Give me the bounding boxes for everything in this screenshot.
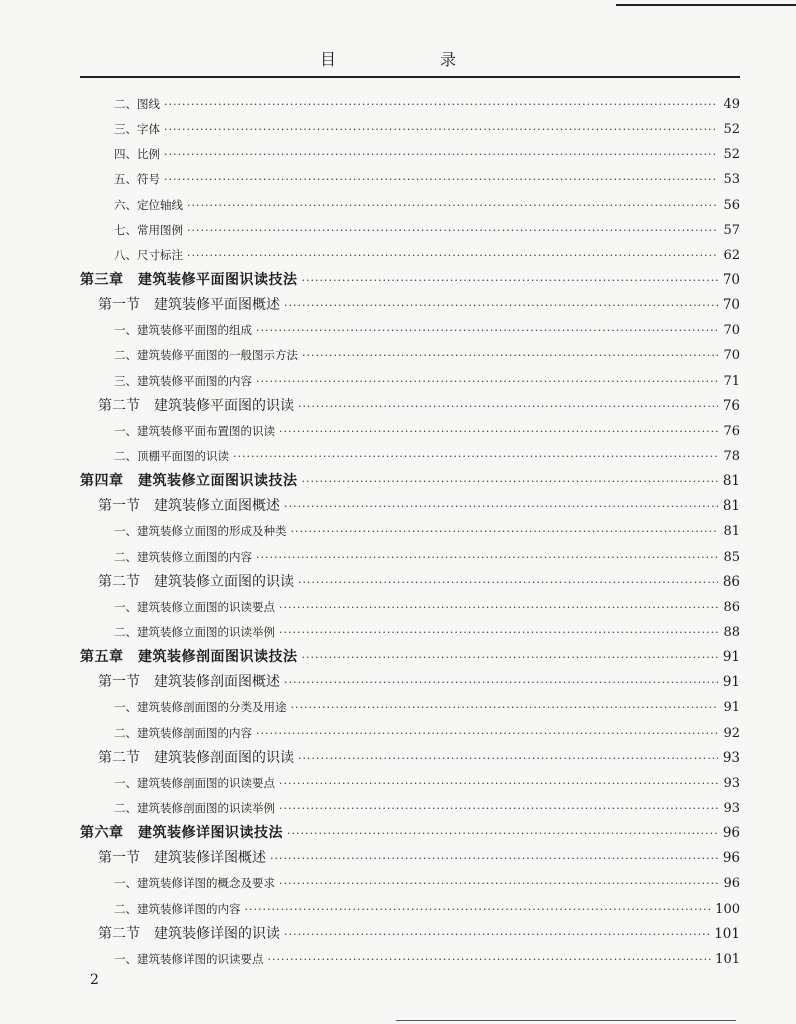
toc-entry-title: 四、比例 <box>114 147 160 162</box>
toc-entry-page: 101 <box>715 951 740 967</box>
toc-section-entry <box>80 394 740 419</box>
toc-entry-title: 二、建筑装修剖面图的识读举例 <box>114 800 275 815</box>
toc-entry-page: 53 <box>723 172 740 188</box>
toc-entry-title: 第二节 建筑装修平面图的识读 <box>98 397 294 414</box>
toc-section-entry <box>80 494 740 519</box>
toc-subsection-entry <box>80 142 740 167</box>
toc-entry-page: 86 <box>722 573 740 590</box>
toc-entry-title: 第六章 建筑装修详图识读技法 <box>80 825 283 842</box>
top-edge-rule <box>616 4 796 6</box>
toc-entry-page: 100 <box>715 901 740 917</box>
toc-entry-title: 第一节 建筑装修平面图概述 <box>98 297 280 314</box>
toc-dot-leader <box>164 92 718 117</box>
toc-entry-page: 57 <box>723 222 740 238</box>
toc-dot-leader <box>164 117 718 142</box>
toc-entry-title: 一、建筑装修平面布置图的识读 <box>114 423 275 438</box>
toc-chapter-entry <box>80 469 740 494</box>
toc-subsection-entry <box>80 343 740 368</box>
toc-subsection-entry <box>80 369 740 394</box>
toc-dot-leader <box>291 519 719 544</box>
toc-entry-page: 96 <box>723 876 740 892</box>
toc-chapter-entry <box>80 645 740 670</box>
toc-entry-page: 91 <box>722 649 740 666</box>
toc-dot-leader <box>287 821 718 846</box>
page-number: 2 <box>90 972 99 988</box>
toc-dot-leader <box>302 469 719 494</box>
toc-subsection-entry <box>80 695 740 720</box>
toc-subsection-entry <box>80 92 740 117</box>
toc-entry-title: 一、建筑装修平面图的组成 <box>114 323 252 338</box>
toc-entry-title: 六、定位轴线 <box>114 197 183 212</box>
toc-entry-title: 二、建筑装修平面图的一般图示方法 <box>114 348 298 363</box>
toc-entry-title: 一、建筑装修详图的概念及要求 <box>114 876 275 891</box>
toc-entry-page: 56 <box>723 197 740 213</box>
toc-entry-page: 78 <box>723 448 740 464</box>
toc-entry-title: 二、建筑装修立面图的识读举例 <box>114 624 275 639</box>
toc-entry-page: 85 <box>723 549 740 565</box>
toc-entry-title: 二、建筑装修立面图的内容 <box>114 549 252 564</box>
toc-entry-title: 第二节 建筑装修详图的识读 <box>98 925 280 942</box>
toc-entry-page: 81 <box>722 473 740 490</box>
toc-dot-leader <box>164 142 718 167</box>
toc-entry-title: 第五章 建筑装修剖面图识读技法 <box>80 649 298 666</box>
bottom-edge-rule <box>396 1020 736 1021</box>
toc-section-entry <box>80 670 740 695</box>
toc-subsection-entry <box>80 721 740 746</box>
toc-entry-page: 81 <box>722 498 740 515</box>
toc-dot-leader <box>302 645 719 670</box>
toc-dot-leader <box>187 193 718 218</box>
toc-entry-page: 93 <box>723 800 740 816</box>
toc-entry-page: 96 <box>722 850 740 867</box>
toc-entry-title: 八、尺寸标注 <box>114 247 183 262</box>
toc-entry-page: 71 <box>723 373 740 389</box>
toc-entry-page: 91 <box>723 700 740 716</box>
toc-entry-page: 93 <box>722 749 740 766</box>
toc-dot-leader <box>284 293 718 318</box>
toc-subsection-entry <box>80 595 740 620</box>
toc-section-entry <box>80 922 740 947</box>
toc-entry-page: 96 <box>722 825 740 842</box>
toc-entry-page: 76 <box>723 423 740 439</box>
toc-entry-title: 三、建筑装修平面图的内容 <box>114 373 252 388</box>
toc-entry-page: 88 <box>723 624 740 640</box>
header-rule <box>80 76 740 78</box>
toc-chapter-entry <box>80 268 740 293</box>
toc-entry-title: 一、建筑装修剖面图的分类及用途 <box>114 700 287 715</box>
toc-dot-leader <box>268 947 712 972</box>
toc-entry-title: 第四章 建筑装修立面图识读技法 <box>80 473 298 490</box>
toc-subsection-entry <box>80 318 740 343</box>
toc-chapter-entry <box>80 821 740 846</box>
toc-entry-page: 92 <box>723 725 740 741</box>
toc-section-entry <box>80 746 740 771</box>
toc-dot-leader <box>270 846 718 871</box>
toc-subsection-entry <box>80 897 740 922</box>
toc-entry-title: 第三章 建筑装修平面图识读技法 <box>80 271 298 288</box>
toc-dot-leader <box>256 545 718 570</box>
toc-subsection-entry <box>80 871 740 896</box>
toc-dot-leader <box>298 394 718 419</box>
toc-dot-leader <box>298 570 718 595</box>
toc-dot-leader <box>187 243 718 268</box>
page-header-title: 目 录 <box>319 50 500 69</box>
toc-entry-title: 一、建筑装修剖面图的识读要点 <box>114 775 275 790</box>
toc-dot-leader <box>298 746 718 771</box>
toc-entry-title: 七、常用图例 <box>114 222 183 237</box>
toc-dot-leader <box>284 494 718 519</box>
toc-entry-page: 93 <box>723 775 740 791</box>
toc-section-entry <box>80 846 740 871</box>
toc-subsection-entry <box>80 796 740 821</box>
toc-dot-leader <box>279 796 718 821</box>
toc-entry-page: 86 <box>723 599 740 615</box>
toc-dot-leader <box>302 343 718 368</box>
toc-subsection-entry <box>80 545 740 570</box>
toc-dot-leader <box>284 670 718 695</box>
toc-dot-leader <box>256 721 718 746</box>
toc-entry-page: 70 <box>723 323 740 339</box>
toc-dot-leader <box>284 922 710 947</box>
toc-dot-leader <box>279 620 718 645</box>
toc-entry-title: 一、建筑装修立面图的识读要点 <box>114 599 275 614</box>
toc-entry-page: 101 <box>714 925 740 942</box>
toc-entry-title: 第一节 建筑装修详图概述 <box>98 850 266 867</box>
toc-dot-leader <box>245 897 712 922</box>
toc-dot-leader <box>256 369 718 394</box>
toc-dot-leader <box>279 595 718 620</box>
toc-dot-leader <box>233 444 718 469</box>
toc-entry-page: 62 <box>723 247 740 263</box>
toc-entry-title: 第二节 建筑装修剖面图的识读 <box>98 749 294 766</box>
toc-subsection-entry <box>80 167 740 192</box>
toc-entry-title: 第二节 建筑装修立面图的识读 <box>98 573 294 590</box>
toc-subsection-entry <box>80 419 740 444</box>
toc-entry-page: 70 <box>723 348 740 364</box>
toc-entry-page: 52 <box>723 147 740 163</box>
toc-entry-title: 第一节 建筑装修剖面图概述 <box>98 674 280 691</box>
toc-dot-leader <box>279 771 718 796</box>
toc-entry-title: 一、建筑装修详图的识读要点 <box>114 951 264 966</box>
toc-entry-title: 五、符号 <box>114 172 160 187</box>
toc-subsection-entry <box>80 519 740 544</box>
toc-entry-title: 第一节 建筑装修立面图概述 <box>98 498 280 515</box>
toc-subsection-entry <box>80 444 740 469</box>
toc-subsection-entry <box>80 771 740 796</box>
toc-dot-leader <box>187 218 718 243</box>
toc-entry-title: 二、图线 <box>114 97 160 111</box>
toc-dot-leader <box>164 167 718 192</box>
toc-entry-title: 二、建筑装修剖面图的内容 <box>114 725 252 740</box>
toc-entry-title: 三、字体 <box>114 122 160 137</box>
toc-dot-leader <box>291 695 719 720</box>
toc-subsection-entry <box>80 947 740 972</box>
toc-entry-page: 49 <box>723 97 740 112</box>
toc-entry-page: 70 <box>722 297 740 314</box>
toc-entry-title: 二、建筑装修详图的内容 <box>114 901 241 916</box>
toc-subsection-entry <box>80 243 740 268</box>
toc-dot-leader <box>279 871 718 896</box>
toc-subsection-entry <box>80 620 740 645</box>
toc-dot-leader <box>279 419 718 444</box>
toc-entry-page: 81 <box>723 524 740 540</box>
toc-dot-leader <box>302 268 719 293</box>
toc-entry-title: 一、建筑装修立面图的形成及种类 <box>114 524 287 539</box>
toc-entry-page: 70 <box>722 271 740 288</box>
toc-subsection-entry <box>80 117 740 142</box>
toc-dot-leader <box>256 318 718 343</box>
toc-subsection-entry <box>80 218 740 243</box>
toc-entry-page: 91 <box>722 674 740 691</box>
toc-entry-page: 76 <box>722 397 740 414</box>
toc-section-entry <box>80 570 740 595</box>
toc-entry-title: 二、顶棚平面图的识读 <box>114 448 229 463</box>
table-of-contents <box>80 92 740 972</box>
toc-subsection-entry <box>80 193 740 218</box>
toc-entry-page: 52 <box>723 122 740 138</box>
toc-section-entry <box>80 293 740 318</box>
